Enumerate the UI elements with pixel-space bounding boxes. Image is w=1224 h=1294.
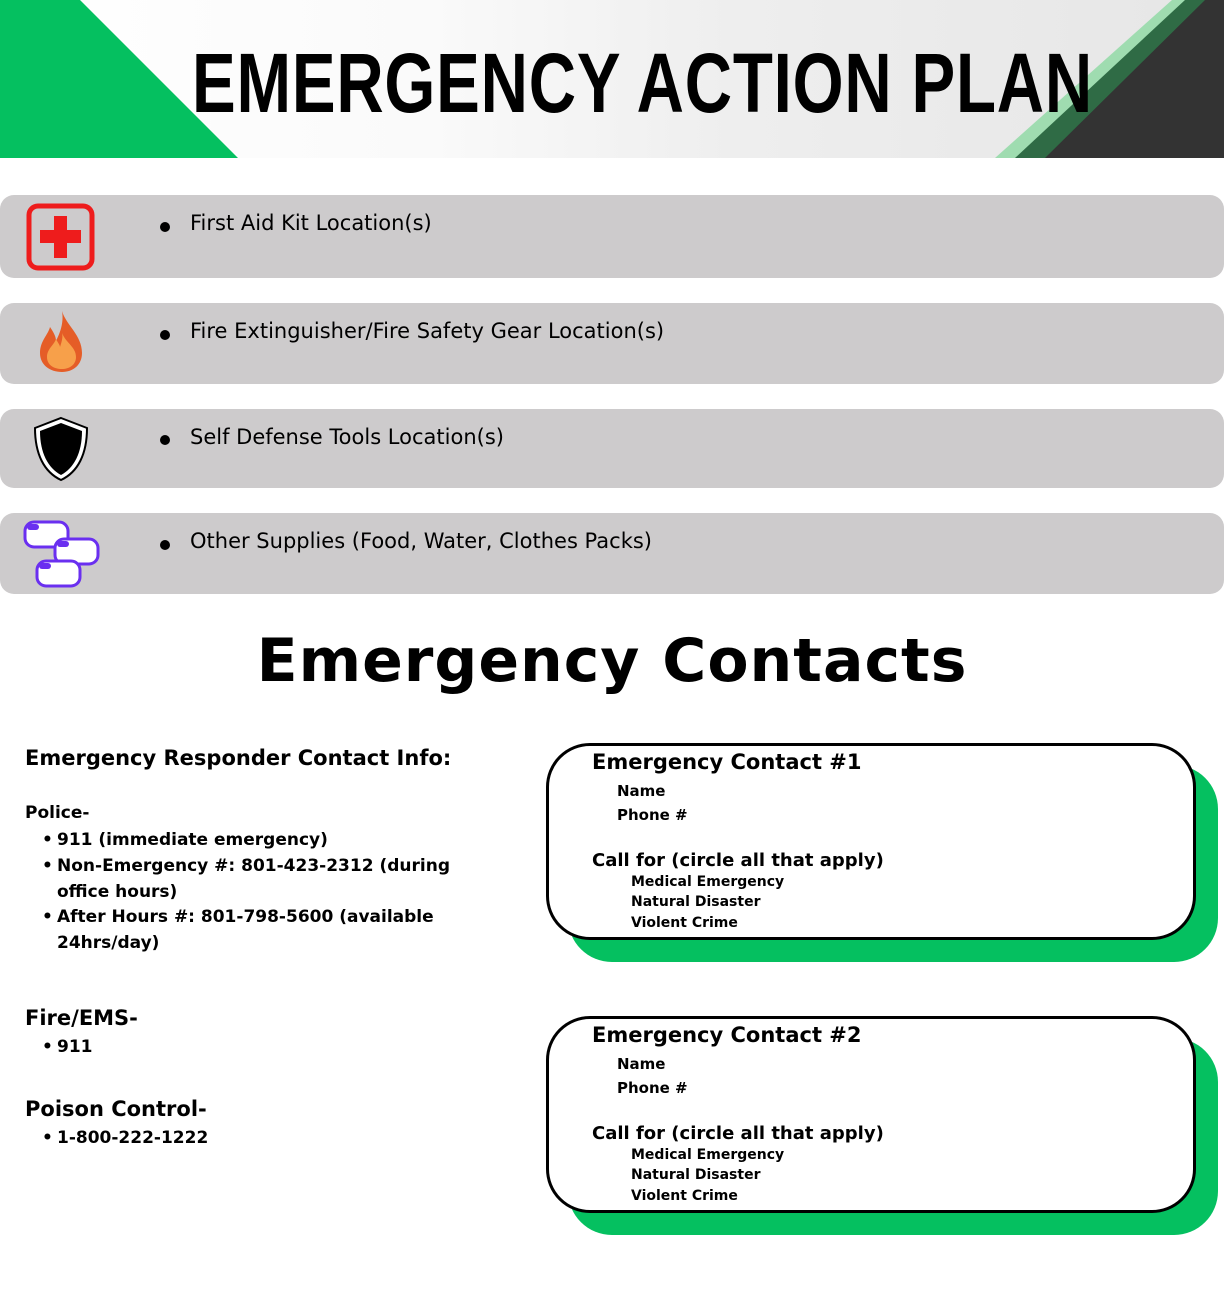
bullet — [160, 222, 170, 232]
police-item: • After Hours #: 801-798-5600 (available — [42, 904, 434, 930]
name-field[interactable]: Name — [617, 1055, 666, 1073]
fire-item: • 911 — [42, 1034, 93, 1060]
police-item-cont: office hours) — [57, 882, 178, 902]
phone-field[interactable]: Phone # — [617, 806, 688, 824]
contacts-title: Emergency Contacts — [256, 626, 968, 696]
card-title: Emergency Contact #2 — [592, 1023, 862, 1047]
card-title: Emergency Contact #1 — [592, 750, 862, 774]
police-item: • 911 (immediate emergency) — [42, 827, 328, 853]
bullet — [160, 330, 170, 340]
call-for-label: Call for (circle all that apply) — [592, 1123, 884, 1144]
bullet — [160, 435, 170, 445]
poison-label: Poison Control- — [25, 1097, 207, 1121]
option-violent[interactable]: Violent Crime — [631, 915, 738, 931]
supply-row-self-defense — [0, 409, 1224, 488]
police-item: • Non-Emergency #: 801-423-2312 (during — [42, 853, 450, 879]
card-box — [546, 1016, 1196, 1213]
header-banner — [0, 0, 1224, 158]
supply-label: Fire Extinguisher/Fire Safety Gear Location(s) — [190, 319, 665, 343]
canned-food-icon — [22, 519, 102, 589]
option-natural[interactable]: Natural Disaster — [631, 894, 761, 910]
option-natural[interactable]: Natural Disaster — [631, 1167, 761, 1183]
emergency-contact-card-2 — [546, 1016, 1196, 1213]
page-title: EMERGENCY ACTION PLAN — [192, 36, 1093, 130]
supply-row-other — [0, 513, 1224, 594]
supply-label: Other Supplies (Food, Water, Clothes Packs) — [190, 529, 652, 553]
option-medical[interactable]: Medical Emergency — [631, 1147, 785, 1163]
bullet — [160, 540, 170, 550]
fire-label: Fire/EMS- — [25, 1006, 138, 1030]
responder-heading: Emergency Responder Contact Info: — [25, 746, 452, 770]
emergency-contact-card-1 — [546, 743, 1196, 940]
shield-icon — [32, 416, 90, 482]
poison-item: • 1-800-222-1222 — [42, 1125, 208, 1151]
first-aid-icon — [26, 203, 96, 271]
supply-label: Self Defense Tools Location(s) — [190, 425, 504, 449]
option-medical[interactable]: Medical Emergency — [631, 874, 785, 890]
phone-field[interactable]: Phone # — [617, 1079, 688, 1097]
name-field[interactable]: Name — [617, 782, 666, 800]
supply-row-first-aid — [0, 195, 1224, 278]
fire-icon — [36, 309, 88, 375]
option-violent[interactable]: Violent Crime — [631, 1188, 738, 1204]
card-box — [546, 743, 1196, 940]
supply-label: First Aid Kit Location(s) — [190, 211, 432, 235]
police-label: Police- — [25, 803, 90, 823]
call-for-label: Call for (circle all that apply) — [592, 850, 884, 871]
supply-row-fire — [0, 303, 1224, 384]
police-item-cont: 24hrs/day) — [57, 933, 160, 953]
